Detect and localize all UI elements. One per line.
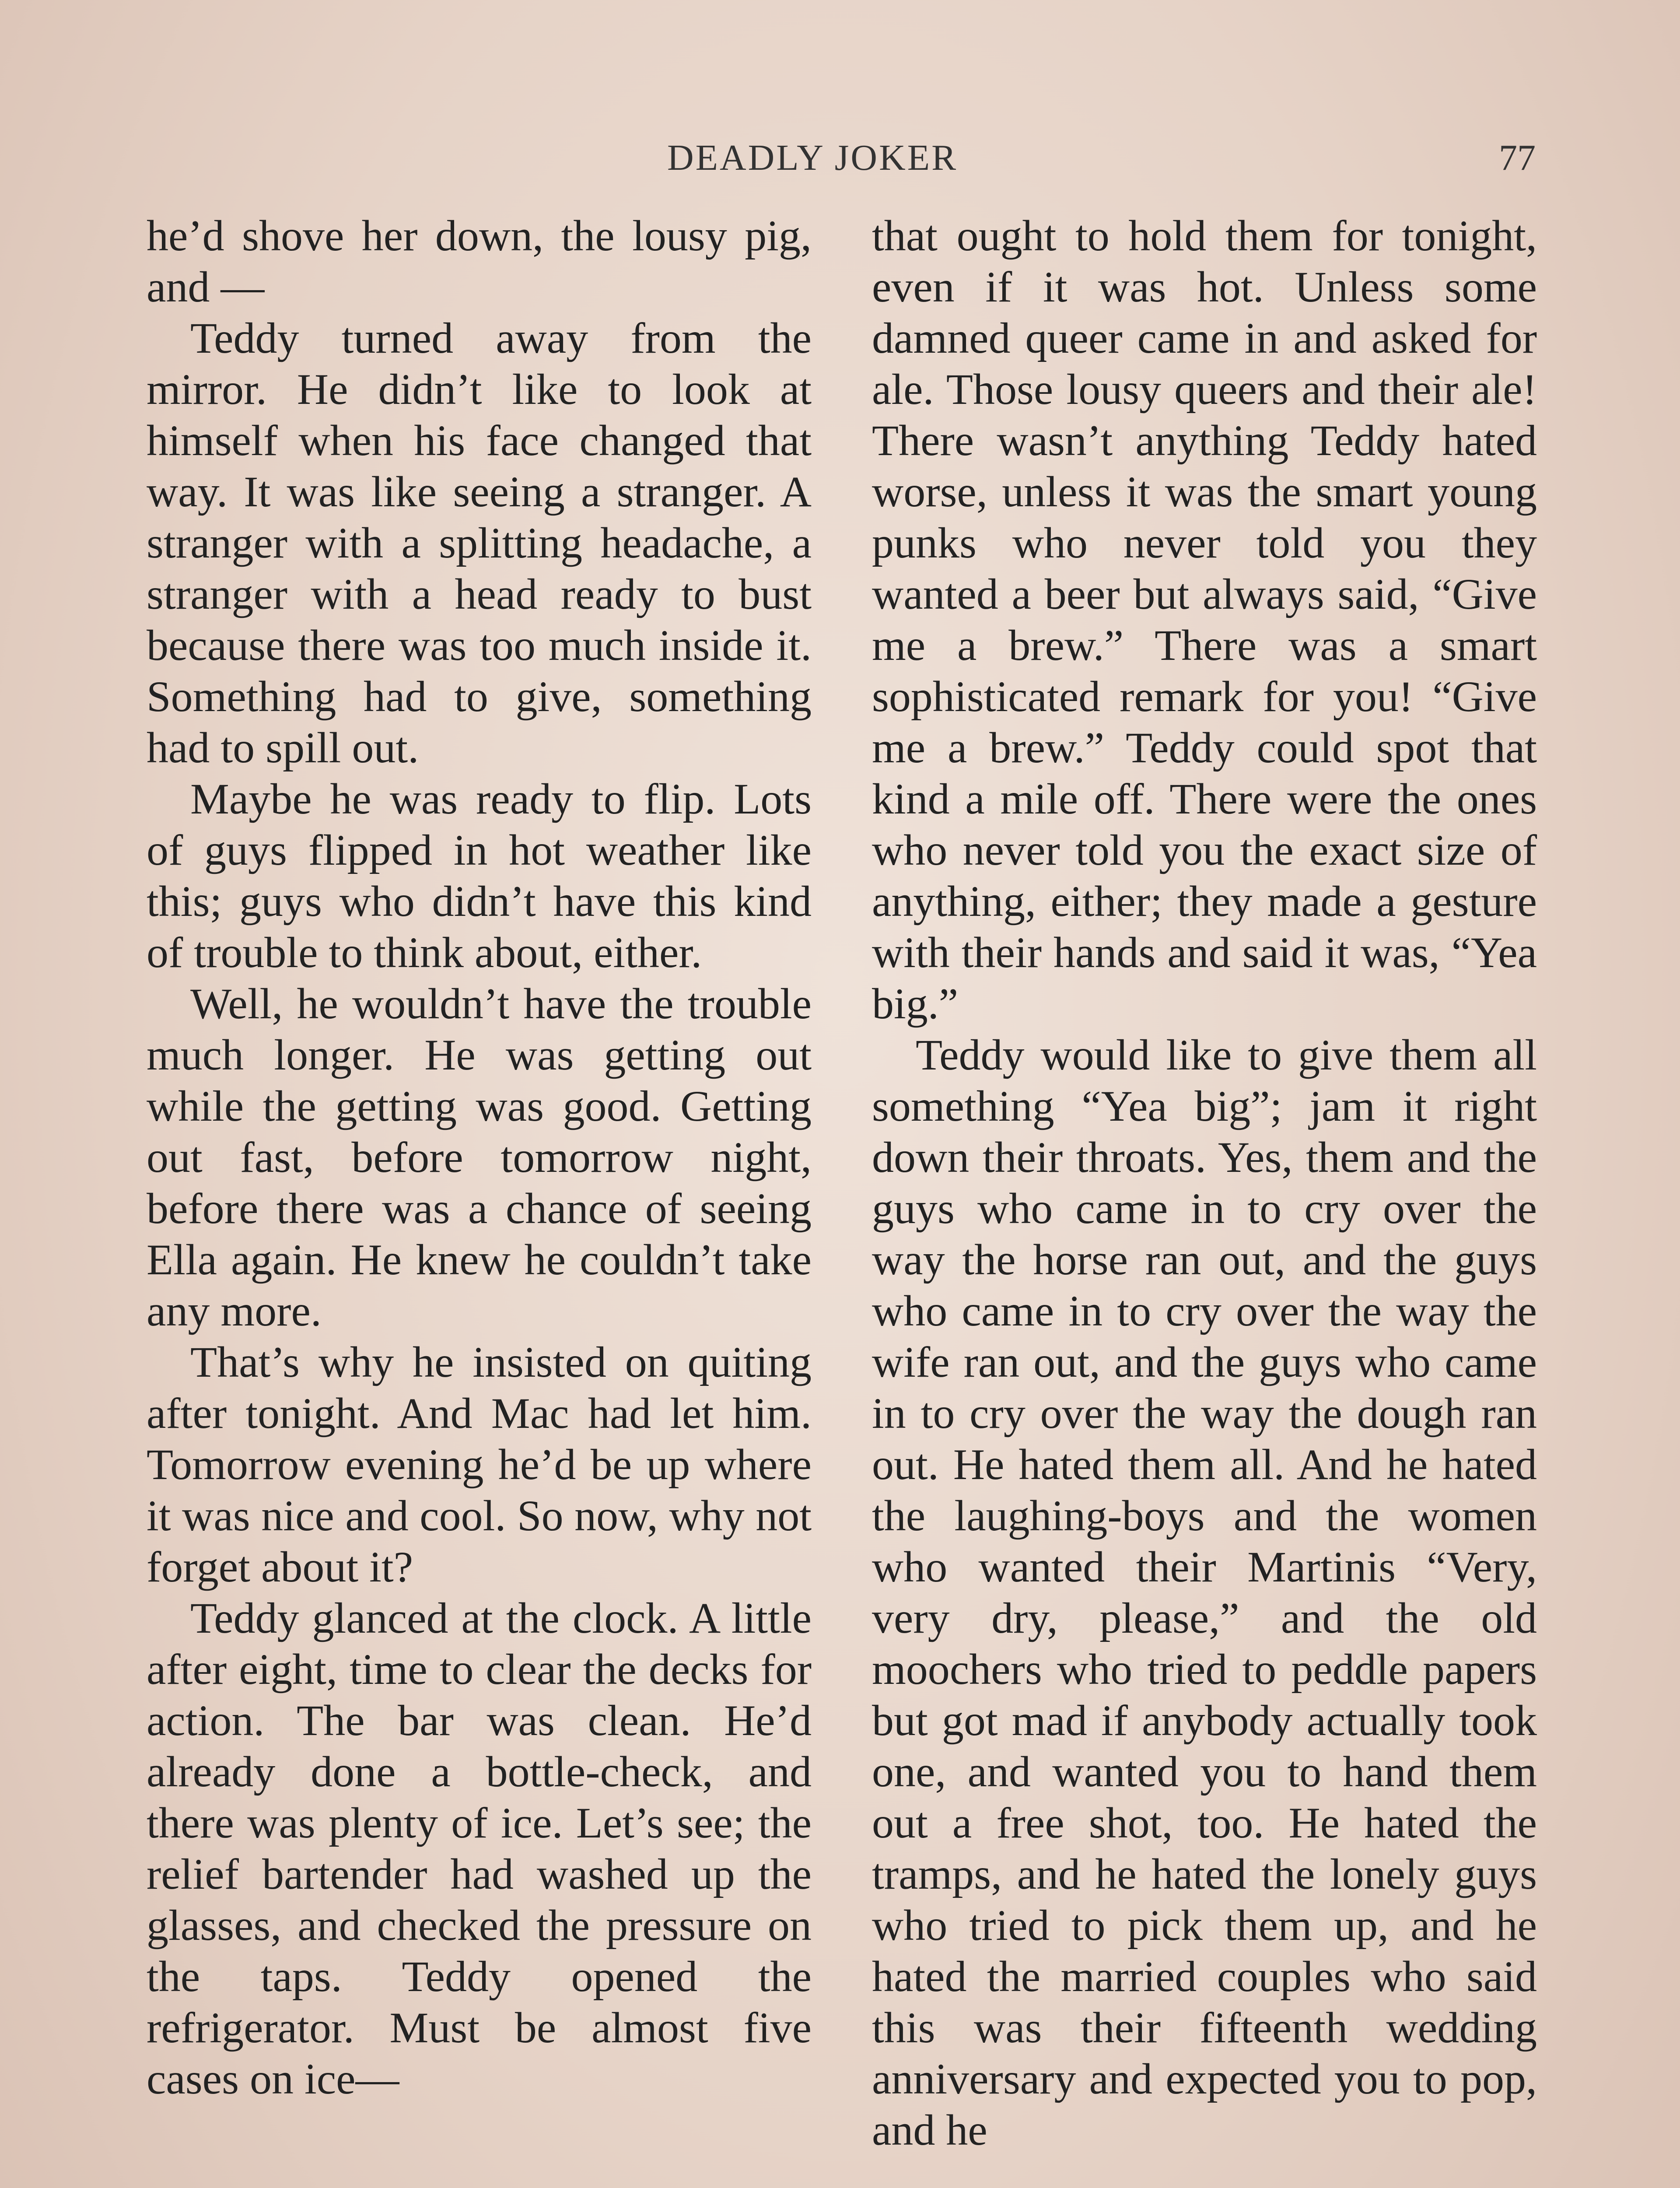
left-column	[147, 210, 812, 2104]
paragraph: he’d shove her down, the lousy pig, and ––	[147, 211, 812, 311]
running-head-title: DEADLY JOKER	[667, 137, 958, 178]
paragraph: Teddy would like to give them all something “Yea big”; jam it right down their throats. Yes, them and the guys who came in to cry over the way the horse ran out, and the guys who came in to cry over the way the wife ran out, and the guys who came in to cry over the way the dough ran out. He hated them all. And he hated the laughing-boys and the women who wanted their Martinis “Very, very dry, please,” and the old moochers who tried to peddle papers but got mad if anybody actually took one, and wanted you to hand them out a free shot, too. He hated the tramps, and he hated the lonely guys who tried to pick them up, and he hated the married couples who said this was their fifteenth wedding anniversary and expected you to pop, and he	[872, 1031, 1537, 2154]
paragraph: That’s why he insisted on quiting after tonight. And Mac had let him. Tomorrow evening he’d be up where it was nice and cool. So now, why not forget about it?	[147, 1338, 812, 1591]
paragraph: that ought to hold them for tonight, even if it was hot. Unless some damned queer came in and asked for ale. Those lousy queers and their ale! There wasn’t anything Teddy hated worse, unless it was the smart young punks who never told you they wanted a beer but always said, “Give me a brew.” There was a smart sophisticated remark for you! “Give me a brew.” Teddy could spot that kind a mile off. There were the ones who never told you the exact size of anything, either; they made a gesture with their hands and said it was, “Yea big.”	[872, 211, 1537, 1028]
paragraph: Teddy turned away from the mirror. He didn’t like to look at himself when his face changed that way. It was like seeing a stranger. A stranger with a splitting headache, a stranger with a head ready to bust because there was too much inside it. Something had to give, something had to spill out.	[147, 314, 812, 772]
paragraph: Well, he wouldn’t have the trouble much longer. He was getting out while the getting was good. Getting out fast, before tomorrow night, before there was a chance of seeing Ella again. He knew he couldn’t take any more.	[147, 979, 812, 1335]
right-column	[872, 210, 1537, 2156]
paragraph: Teddy glanced at the clock. A little after eight, time to clear the decks for action. The bar was clean. He’d already done a bottle-check, and there was plenty of ice. Let’s see; the relief bartender had washed up the glasses, and checked the pressure on the taps. Teddy opened the refrigerator. Must be almost five cases on ice—	[147, 1594, 812, 2103]
paragraph: Maybe he was ready to flip. Lots of guys flipped in hot weather like this; guys who didn’t have this kind of trouble to think about, either.	[147, 775, 812, 977]
text-columns	[147, 210, 1537, 2156]
page-number: 77	[1499, 137, 1536, 178]
